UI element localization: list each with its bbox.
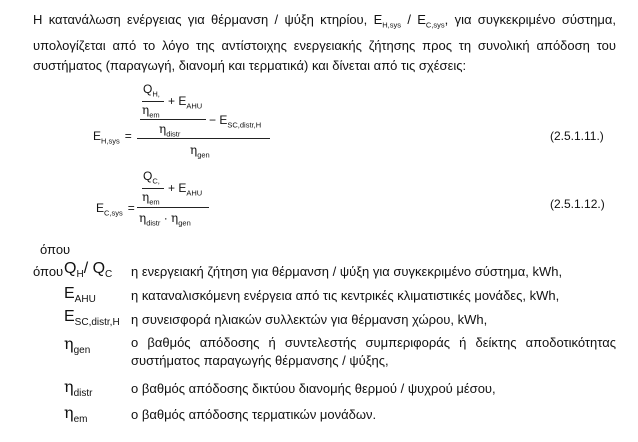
def2-text: η καταναλισκόμενη ενέργεια από τις κεντρικές κλιματιστικές μονάδες, kWh,: [131, 288, 560, 303]
intro-symbol-ec: $E_{C,sys}$: [417, 12, 445, 30]
eq2-number: (2.5.1.12.): [550, 197, 605, 211]
eq1-main-fraction-bar: [137, 138, 270, 139]
intro-line1-end: , για συγκεκριμένο σύστημα,: [444, 12, 616, 27]
def6-symbol: $\eta_{em}$: [64, 403, 88, 426]
opou-label-2: όπου: [33, 264, 64, 279]
opou-label-1: όπου: [40, 242, 71, 257]
def3-symbol: $E_{SC,distr,H}$: [64, 308, 120, 329]
def5-text: ο βαθμός απόδοσης δικτύου διανομής θερμού / ψυχρού μέσου,: [131, 381, 496, 396]
eq1-eta-distr: $\eta_{distr}$: [159, 122, 181, 139]
eq2-denominator: $\eta_{distr} \cdot \eta_{gen}$: [139, 211, 191, 228]
eq1-minus-esc: − $E_{SC,distr,H}$: [209, 113, 262, 130]
def2-symbol: $E_{AHU}$: [64, 285, 96, 306]
eq1-eta-em: $\eta_{em}$: [142, 103, 160, 120]
eq1-mid-fraction-bar: [140, 119, 206, 120]
def3-text: η συνεισφορά ηλιακών συλλεκτών για θέρμανση χώρου, kWh,: [131, 312, 488, 327]
intro-paragraph: [33, 10, 616, 76]
eq1-lhs: $E_{H,sys}$ =: [93, 129, 132, 146]
eq1-inner-fraction-bar: [142, 101, 164, 102]
intro-rest: υπολογίζεται από το λόγο της αντίστοιχης ενεργειακής ζήτησης προς τη συνολική απόδοση του συστήματος (παραγωγή, διανομή και τερματικά) και δίνεται από τις σχέσεις:: [33, 37, 616, 73]
intro-slash: /: [401, 12, 418, 27]
eq2-lhs: $E_{C,sys}$ =: [96, 201, 135, 218]
intro-symbol-eh: $E_{H,sys}$: [373, 12, 402, 30]
eq1-q: $Q_{H,}$: [143, 82, 160, 99]
eq2-main-fraction-bar: [137, 207, 209, 208]
eq2-plus-eahu: + $E_{AHU}$: [168, 181, 203, 198]
def6-text: ο βαθμός απόδοσης τερματικών μονάδων.: [131, 407, 377, 422]
intro-line1-text: Η κατανάλωση ενέργειας για θέρμανση / ψύξη κτηρίου,: [33, 12, 374, 27]
def1-symbol: $Q_H/$ $Q_C$: [64, 260, 113, 281]
eq1-number: (2.5.1.11.): [550, 129, 604, 143]
def4-text: ο βαθμός απόδοσης ή συντελεστής συμπεριφοράς ή δείκτης αποδοτικότητας συστήματος παραγωγής θέρμανσης / ψύξης,: [131, 335, 616, 368]
eq2-q: $Q_{C,}$: [143, 169, 160, 186]
def1-text: η ενεργειακή ζήτηση για θέρμανση / ψύξη για συγκεκριμένο σύστημα, kWh,: [131, 264, 563, 279]
eq1-plus-eahu: + $E_{AHU}$: [168, 94, 203, 111]
eq2-inner-fraction-bar: [142, 188, 164, 189]
def4-symbol: $\eta_{gen}$: [64, 334, 91, 357]
eq2-eta-em: $\eta_{em}$: [142, 190, 160, 207]
eq1-eta-gen: $\eta_{gen}$: [190, 143, 210, 160]
def5-symbol: $\eta_{distr}$: [64, 377, 93, 400]
